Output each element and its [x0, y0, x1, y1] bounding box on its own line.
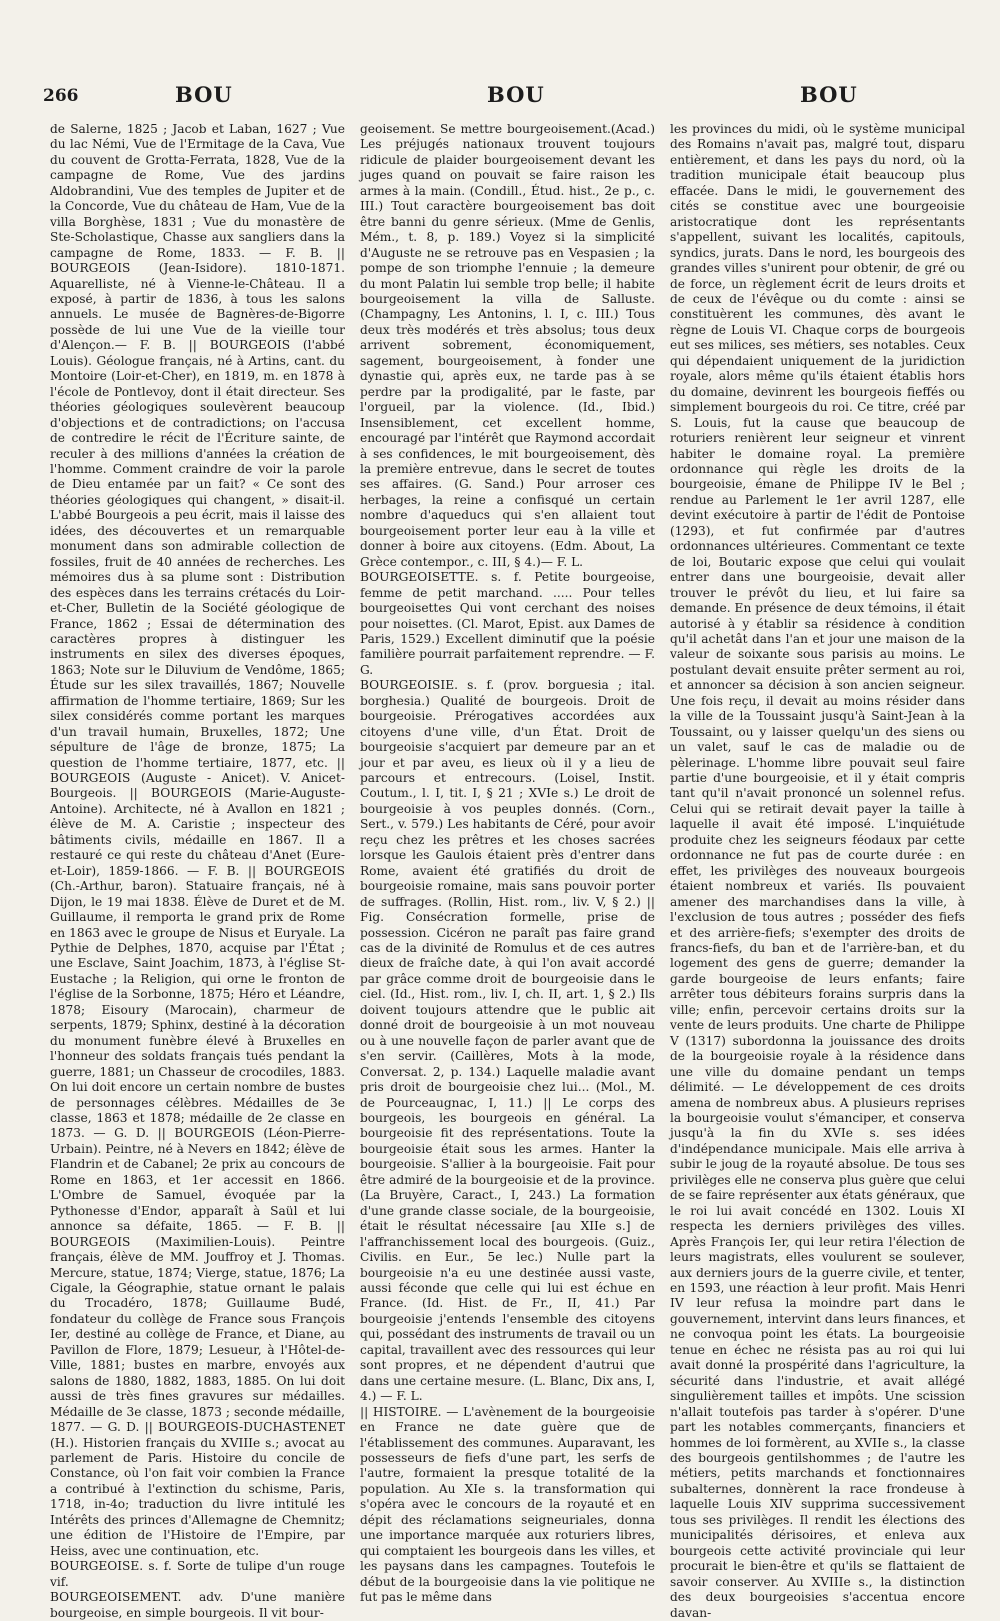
entry-bourgeoisie: BOURGEOISIE. s. f. (prov. borguesia ; ital. borghesia.) Qualité de bourgeois. Droit de bourgeoisie. Prérogatives accordées aux citoyens d'une ville, d'un État. Droit de bourgeoisie s'acquiert par demeure par an et jour et par aveu, es lieux où il y a lieu de parcours et entrecours. (Loisel, Instit. Coutum., l. I, tit. I, § 21 ; XVIe s.) Le droit de bourgeoisie à vos peuples donnés. (Corn., Sert., v. 579.) Les habitants de Céré, pour avoir reçu chez les prêtres et les choses sacrées lorsque les Gaulois étaient près d'entrer dans Rome, avaient été gratifiés du droit de bourgeoisie romaine, mais sans pouvoir porter de suffrages. (Rollin, Hist. rom., liv. V, § 2.) || Fig. Consécration formelle, prise de possession. Cicéron ne paraît pas faire grand cas de la divinité de Romulus et de ces autres dieux de fraîche date, à qui l'on avait accordé par grâce comme droit de bourgeoisie dans le ciel. (Id., Hist. rom., liv. I, ch. II, art. 1, § 2.) Ils doivent toujours attendre que le public ait donné droit de bourgeoisie à un mot nouveau ou à une nouvelle façon de parler avant que de s'en servir. (Caillères, Mots à la mode, Conversat. 2, p. 134.) Laquelle maladie avant pris droit de bourgeoisie chez lui... (Mol., M. de Pourceaugnac, I, 11.) || Le corps des bourgeois, les bourgeois en général. La bourgeoisie fit des représentations. Toute la bourgeoisie était sous les armes. Hanter la bourgeoisie. S'allier à la bourgeoisie. Fait pour être admiré de la bourgeoisie et de la province. (La Bruyère, Caract., I, 243.) La formation d'une grande classe sociale, de la bourgeoisie, était le résultat nécessaire [au XIIe s.] de l'affranchissement local des bourgeois. (Guiz., Civilis. en Eur., 5e lec.) Nulle part la bourgeoisie n'a eu une destinée aussi vaste, aussi féconde que celle qui lui est échue en France. (Id. Hist. de Fr., II, 41.) Par bourgeoisie j'entends l'ensemble des citoyens qui, possédant des instruments de travail ou un capital, travaillent avec des ressources qui leur sont propres, et ne dépendent d'autrui que dans une certaine mesure. (L. Blanc, Dix ans, I, 4.) — F. L. [360, 678, 655, 1404]
entry-bourgeoisement-cont: geoisement. Se mettre bourgeoisement.(Acad.) Les préjugés nationaux trouvent toujours ridicule de plaider bourgeoisement devant les juges quand on pouvait se faire raison les armes à la main. (Condill., Étud. hist., 2e p., c. III.) Tout caractère bourgeoisement bas doit être banni du genre sérieux. (Mme de Genlis, Mém., t. 8, p. 189.) Voyez si la simplicité d'Auguste ne se retrouve pas en Vespasien ; la pompe de son triomphe l'ennuie ; la demeure du mont Palatin lui semble trop belle; il habite bourgeoisement la villa de Salluste. (Champagny, Les Antonins, l. I, c. III.) Tous deux très modérés et très absolus; tous deux arrivent sobrement, économiquement, sagement, bourgeoisement, à fonder une dynastie qui, après eux, ne tarde pas à se perdre par la prodigalité, par le faste, par l'orgueil, par la violence. (Id., Ibid.) Insensiblement, cet excellent homme, encouragé par l'intérêt que Raymond accordait à ses confidences, le mit bourgeoisement, dès la première entrevue, dans le secret de toutes ses affaires. (G. Sand.) Pour arroser ces herbages, la reine a confisqué un certain nombre d'aqueducs qui s'en allaient tout bourgeoisement porter leur eau à la ville et donner à boire aux citoyens. (Edm. About, La Grèce contempor., c. III, § 4.)— F. L. [360, 122, 655, 569]
running-head-left: BOU [175, 82, 233, 107]
column-right [670, 122, 965, 1620]
column-middle [360, 122, 655, 1605]
entry-bourgeoisie-histoire-cont: les provinces du midi, où le système municipal des Romains n'avait pas, malgré tout, disparu entièrement, et dans les pays du nord, où la tradition municipale était beaucoup plus effacée. Dans le midi, le gouvernement des cités se constitue avec une bourgeoisie aristocratique dont les représentants s'appellent, suivant les localités, capitouls, syndics, jurats. Dans le nord, les bourgeois des grandes villes s'unirent pour obtenir, de gré ou de force, un règlement écrit de leurs droits et de ceux de l'évêque ou du comte : ainsi se constituèrent les communes, dès avant le règne de Louis VI. Chaque corps de bourgeois eut ses milices, ses métiers, ses notables. Ceux qui dépendaient uniquement de la juridiction royale, alors même qu'ils étaient établis hors du domaine, devinrent les bourgeois fieffés ou simplement bourgeois du roi. Ce titre, créé par S. Louis, fut la cause que beaucoup de roturiers renièrent leur seigneur et vinrent habiter le domaine royal. La première ordonnance qui règle les droits de la bourgeoisie, émane de Philippe IV le Bel ; rendue au Parlement le 1er avril 1287, elle devint exécutoire à partir de l'édit de Pontoise (1293), et fut confirmée par d'autres ordonnances ultérieures. Commentant ce texte de loi, Boutaric expose que celui qui voulait entrer dans une bourgeoisie, devait aller trouver le prévôt du lieu, et lui faire sa demande. En présence de deux témoins, il était autorisé à y établir sa résidence à condition qu'il achetât dans l'an et jour une maison de la valeur de soixante sous parisis au moins. Le postulant devait ensuite prêter serment au roi, et annoncer sa décision à son ancien seigneur. Une fois reçu, il devait au moins résider dans la ville de la Toussaint jusqu'à Saint-Jean à la Toussaint, ou y laisser quelqu'un des siens ou un valet, sauf le cas de maladie ou de pèlerinage. L'homme libre pouvait seul faire partie d'une bourgeoisie, et il y était compris tant qu'il n'avait prononcé un solennel refus. Celui qui se retirait devait payer la taille à laquelle il avait été imposé. L'inquiétude produite chez les seigneurs féodaux par cette ordonnance ne fut pas de courte durée : en effet, les privilèges des nouveaux bourgeois étaient nombreux et variés. Ils pouvaient amener des marchandises dans la ville, à l'exclusion de tous autres ; posséder des fiefs et des arrière-fiefs; s'exempter des droits de francs-fiefs, du ban et de l'arrière-ban, et du logement des gens de guerre; demander la garde bourgeoise de leurs enfants; faire arrêter tous débiteurs forains surpris dans la ville; enfin, percevoir certains droits sur la vente de leurs produits. Une charte de Philippe V (1317) subordonna la jouissance des droits de la bourgeoisie royale à la résidence dans une ville du domaine pendant un temps délimité. — Le développement de ces droits amena de nombreux abus. A plusieurs reprises la bourgeoisie voulut s'émanciper, et conserva jusqu'à la fin du XVIe s. ses idées d'indépendance municipale. Mais elle arriva à subir le joug de la royauté absolue. De tous ses privilèges elle ne conserva plus guère que celui de se faire représenter aux états généraux, que le roi lui avait concédé en 1302. Louis XI respecta les derniers privilèges des villes. Après François Ier, qui leur retira l'élection de leurs magistrats, elles voulurent se soulever, aux derniers jours de la guerre civile, et tenter, en 1593, une réaction à leur profit. Mais Henri IV leur refusa la moindre part dans le gouvernement, intervint dans leurs finances, et ne convoqua point les états. La bourgeoisie tenue en échec ne résista pas au roi qui lui avait donné la prospérité dans l'agriculture, la sécurité dans l'industrie, et avait allégé singulièrement tailles et impôts. Une scission n'allait toutefois pas tarder à s'opérer. D'une part les notables commerçants, financiers et hommes de loi formèrent, au XVIIe s., la classe des bourgeois gentilshommes ; de l'autre les métiers, petits marchands et fonctionnaires subalternes, donnèrent la race frondeuse à laquelle Louis XIV supprima successivement tous ses privilèges. Il rendit les élections des municipalités dérisoires, et enleva aux bourgeois cette activité provinciale qui leur procurait le bien-être et qu'ils se flattaient de savoir conserver. Au XVIIIe s., la distinction des deux bourgeoisies s'accentua encore davan- [670, 122, 965, 1620]
entry-bourgeoisette: BOURGEOISETTE. s. f. Petite bourgeoise, femme de petit marchand. ..... Pour telles bourgeoisettes Qui vont cerchant des noises pour noisettes. (Cl. Marot, Epist. aux Dames de Paris, 1529.) Excellent diminutif que la poésie familière pourrait parfaitement reprendre. — F. G. [360, 570, 655, 677]
entry-bourgeois-biographies: de Salerne, 1825 ; Jacob et Laban, 1627 ; Vue du lac Némi, Vue de l'Ermitage de la Cava, Vue du couvent de Grotta-Ferrata, 1828, Vue de la campagne de Rome, Vue des jardins Aldobrandini, Vue des temples de Jupiter et de la Concorde, Vue du château de Ham, Vue de la villa Borghèse, 1831 ; Vue du monastère de Ste-Scholastique, Chasse aux sangliers dans la campagne de Rome, 1833. — F. B. || BOURGEOIS (Jean-Isidore). 1810-1871. Aquarelliste, né à Vienne-le-Château. Il a exposé, à partir de 1836, à tous les salons annuels. Le musée de Bagnères-de-Bigorre possède de lui une Vue de la vieille tour d'Alençon.— F. B. || BOURGEOIS (l'abbé Louis). Géologue français, né à Artins, cant. du Montoire (Loir-et-Cher), en 1819, m. en 1878 à l'école de Pontlevoy, dont il était directeur. Ses théories géologiques soulevèrent beaucoup d'objections et de contradictions; on l'accusa de contredire le récit de l'Écriture sainte, de reculer à des millions d'années la création de l'homme. Comment craindre de voir la parole de Dieu entamée par un fait? « Ce sont des théories géologiques qui changent, » disait-il. L'abbé Bourgeois a peu écrit, mais il laisse des idées, des découvertes et un remarquable monument dans son admirable collection de fossiles, fruit de 40 années de recherches. Les mémoires dus à sa plume sont : Distribution des espèces dans les terrains crétacés du Loir-et-Cher, Bulletin de la Société géologique de France, 1862 ; Essai de détermination des caractères propres à distinguer les instruments en silex des diverses époques, 1863; Note sur le Diluvium de Vendôme, 1865; Étude sur les silex travaillés, 1867; Nouvelle affirmation de l'homme tertiaire, 1869; Sur les silex considérés comme portant les marques d'un travail humain, Bruxelles, 1872; Une sépulture de l'âge de bronze, 1875; La question de l'homme tertiaire, 1877, etc. || BOURGEOIS (Auguste - Anicet). V. Anicet-Bourgeois. || BOURGEOIS (Marie-Auguste-Antoine). Architecte, né à Avallon en 1821 ; élève de M. A. Caristie ; inspecteur des bâtiments civils, médaille en 1867. Il a restauré ce qui reste du château d'Anet (Eure-et-Loir), 1859-1866. — F. B. || BOURGEOIS (Ch.-Arthur, baron). Statuaire français, né à Dijon, le 19 mai 1838. Élève de Duret et de M. Guillaume, il remporta le grand prix de Rome en 1863 avec le groupe de Nisus et Euryale. La Pythie de Delphes, 1870, acquise par l'État ; une Esclave, Saint Joachim, 1873, à l'église St-Eustache ; la Religion, qui orne le fronton de l'église de la Sorbonne, 1875; Héro et Léandre, 1878; Eisoury (Marocain), charmeur de serpents, 1879; Sphinx, destiné à la décoration du monument funèbre élevé à Bruxelles en l'honneur des soldats français tués pendant la guerre, 1881; un Chasseur de crocodiles, 1883. On lui doit encore un certain nombre de bustes de personnages célèbres. Médailles de 3e classe, 1863 et 1878; médaille de 2e classe en 1873. — G. D. || BOURGEOIS (Léon-Pierre-Urbain). Peintre, né à Nevers en 1842; élève de Flandrin et de Cabanel; 2e prix au concours de Rome en 1863, et 1er accessit en 1866. L'Ombre de Samuel, évoquée par la Pythonesse d'Endor, apparaît à Saül et lui annonce sa défaite, 1865. — F. B. || BOURGEOIS (Maximilien-Louis). Peintre français, élève de MM. Jouffroy et J. Thomas. Mercure, statue, 1874; Vierge, statue, 1876; La Cigale, la Géographie, statue ornant le palais du Trocadéro, 1878; Guillaume Budé, fondateur du collège de France sous François Ier, destiné au collège de France, et Diane, au Pavillon de Flore, 1879; Lesueur, à l'Hôtel-de-Ville, 1881; bustes en marbre, envoyés aux salons de 1880, 1882, 1883, 1885. On lui doit aussi de très fines gravures sur médailles. Médaille de 3e classe, 1873 ; seconde médaille, 1877. — G. D. || BOURGEOIS-DUCHASTENET (H.). Historien français du XVIIIe s.; avocat au parlement de Paris. Histoire du concile de Constance, où l'on fait voir combien la France a contribué à l'extinction du schisme, Paris, 1718, in-4o; traduction du livre intitulé les Intérêts des princes d'Allemagne de Chemnitz; une édition de l'Histoire de l'Empire, par Heiss, avec une continuation, etc. [50, 122, 345, 1558]
text-columns [50, 122, 965, 1620]
column-left [50, 122, 345, 1620]
page-number: 266 [43, 86, 79, 106]
entry-bourgeoisie-histoire: || HISTOIRE. — L'avènement de la bourgeoisie en France ne date guère que de l'établissement des communes. Auparavant, les possesseurs de fiefs d'une part, les serfs de l'autre, formaient la presque totalité de la population. Au XIe s. la transformation qui s'opéra avec le concours de la royauté et en dépit des réclamations seigneuriales, donna une importance marquée aux roturiers libres, qui comptaient les bourgeois dans les villes, et les paysans dans les campagnes. Toutefois le début de la bourgeoisie dans la vie politique ne fut pas le même dans [360, 1404, 655, 1605]
running-head-right: BOU [800, 82, 858, 107]
entry-bourgeoisement: BOURGEOISEMENT. adv. D'une manière bourgeoise, en simple bourgeois. Il vit bour- [50, 1590, 345, 1620]
running-head-center: BOU [487, 82, 545, 107]
running-header [0, 82, 1000, 112]
entry-bourgeoise: BOURGEOISE. s. f. Sorte de tulipe d'un rouge vif. [50, 1559, 345, 1589]
